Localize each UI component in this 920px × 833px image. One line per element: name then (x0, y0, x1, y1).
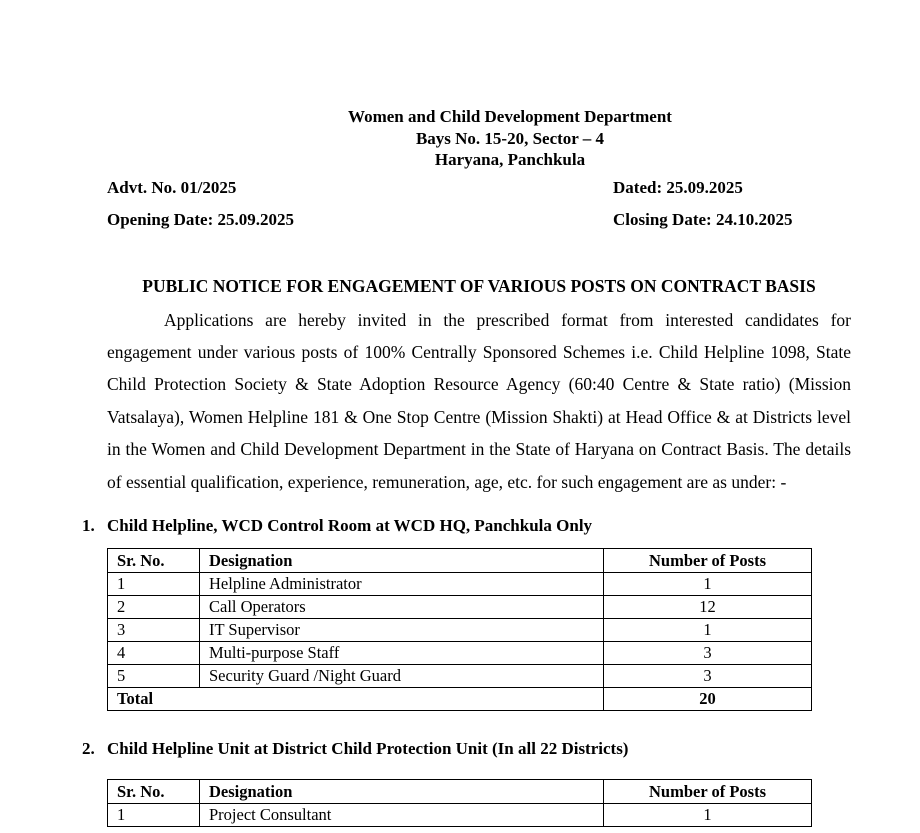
intro-paragraph: Applications are hereby invited in the prescribed format from interested candidates for engagement under various posts of 100% Centrally Sponsored Schemes i.e. Child Helpline 1098, State Child Protection Society & State Adoption Resource Agency (60:40 Centre & State ratio) (Mission Vatsalaya), Women Helpline 181 & One Stop Centre (Mission Shakti) at Head Office & at Districts level in the Women and Child Development Department in the State of Haryana on Contract Basis. The details of essential qualification, experience, remuneration, age, etc. for such engagement are as under: - (107, 309, 851, 492)
section-1-title: Child Helpline, WCD Control Room at WCD HQ, Panchkula Only (107, 516, 593, 536)
cell-posts: 3 (604, 642, 812, 665)
open-close-row (107, 209, 851, 231)
section-1-heading (82, 515, 851, 537)
cell-sr: 1 (108, 573, 200, 596)
letterhead (107, 106, 851, 171)
cell-posts: 1 (604, 804, 812, 827)
table-row (108, 573, 812, 596)
section-1-number: 1. (82, 516, 95, 536)
cell-posts: 1 (604, 619, 812, 642)
table-header-row (108, 549, 812, 573)
table-header-row (108, 780, 812, 804)
cell-designation: Security Guard /Night Guard (200, 665, 604, 688)
section-2-title: Child Helpline Unit at District Child Protection Unit (In all 22 Districts) (107, 739, 629, 759)
table-total-row (108, 688, 812, 711)
cell-posts: 12 (604, 596, 812, 619)
cell-posts: 1 (604, 573, 812, 596)
opening-date: Opening Date: 25.09.2025 (107, 209, 294, 229)
cell-sr: 1 (108, 804, 200, 827)
col-header-sr-no: Sr. No. (108, 549, 200, 573)
total-label: Total (108, 688, 604, 711)
col-header-designation: Designation (200, 780, 604, 804)
closing-date: Closing Date: 24.10.2025 (613, 209, 793, 229)
col-header-designation: Designation (200, 549, 604, 573)
cell-posts: 3 (604, 665, 812, 688)
section-2-heading (82, 738, 851, 760)
notice-title: PUBLIC NOTICE FOR ENGAGEMENT OF VARIOUS POSTS ON CONTRACT BASIS (142, 275, 816, 296)
table-row (108, 804, 812, 827)
cell-designation: IT Supervisor (200, 619, 604, 642)
table-row (108, 665, 812, 688)
department-city: Haryana, Panchkula (434, 150, 586, 169)
col-header-number-of-posts: Number of Posts (604, 780, 812, 804)
col-header-sr-no: Sr. No. (108, 780, 200, 804)
cell-sr: 5 (108, 665, 200, 688)
table-row (108, 619, 812, 642)
section-2-number: 2. (82, 739, 95, 759)
table-row (108, 596, 812, 619)
total-value: 20 (604, 688, 812, 711)
advt-number: Advt. No. 01/2025 (107, 177, 237, 197)
table-row (108, 642, 812, 665)
department-address: Bays No. 15-20, Sector – 4 (415, 128, 605, 148)
cell-sr: 4 (108, 642, 200, 665)
posts-table-2 (107, 779, 812, 827)
dated: Dated: 25.09.2025 (613, 177, 743, 197)
cell-designation: Call Operators (200, 596, 604, 619)
department-name: Women and Child Development Department (348, 107, 672, 126)
posts-table-1 (107, 548, 812, 711)
cell-sr: 3 (108, 619, 200, 642)
cell-designation: Project Consultant (200, 804, 604, 827)
advt-dated-row (107, 177, 851, 199)
col-header-number-of-posts: Number of Posts (604, 549, 812, 573)
cell-designation: Helpline Administrator (200, 573, 604, 596)
cell-sr: 2 (108, 596, 200, 619)
cell-designation: Multi-purpose Staff (200, 642, 604, 665)
